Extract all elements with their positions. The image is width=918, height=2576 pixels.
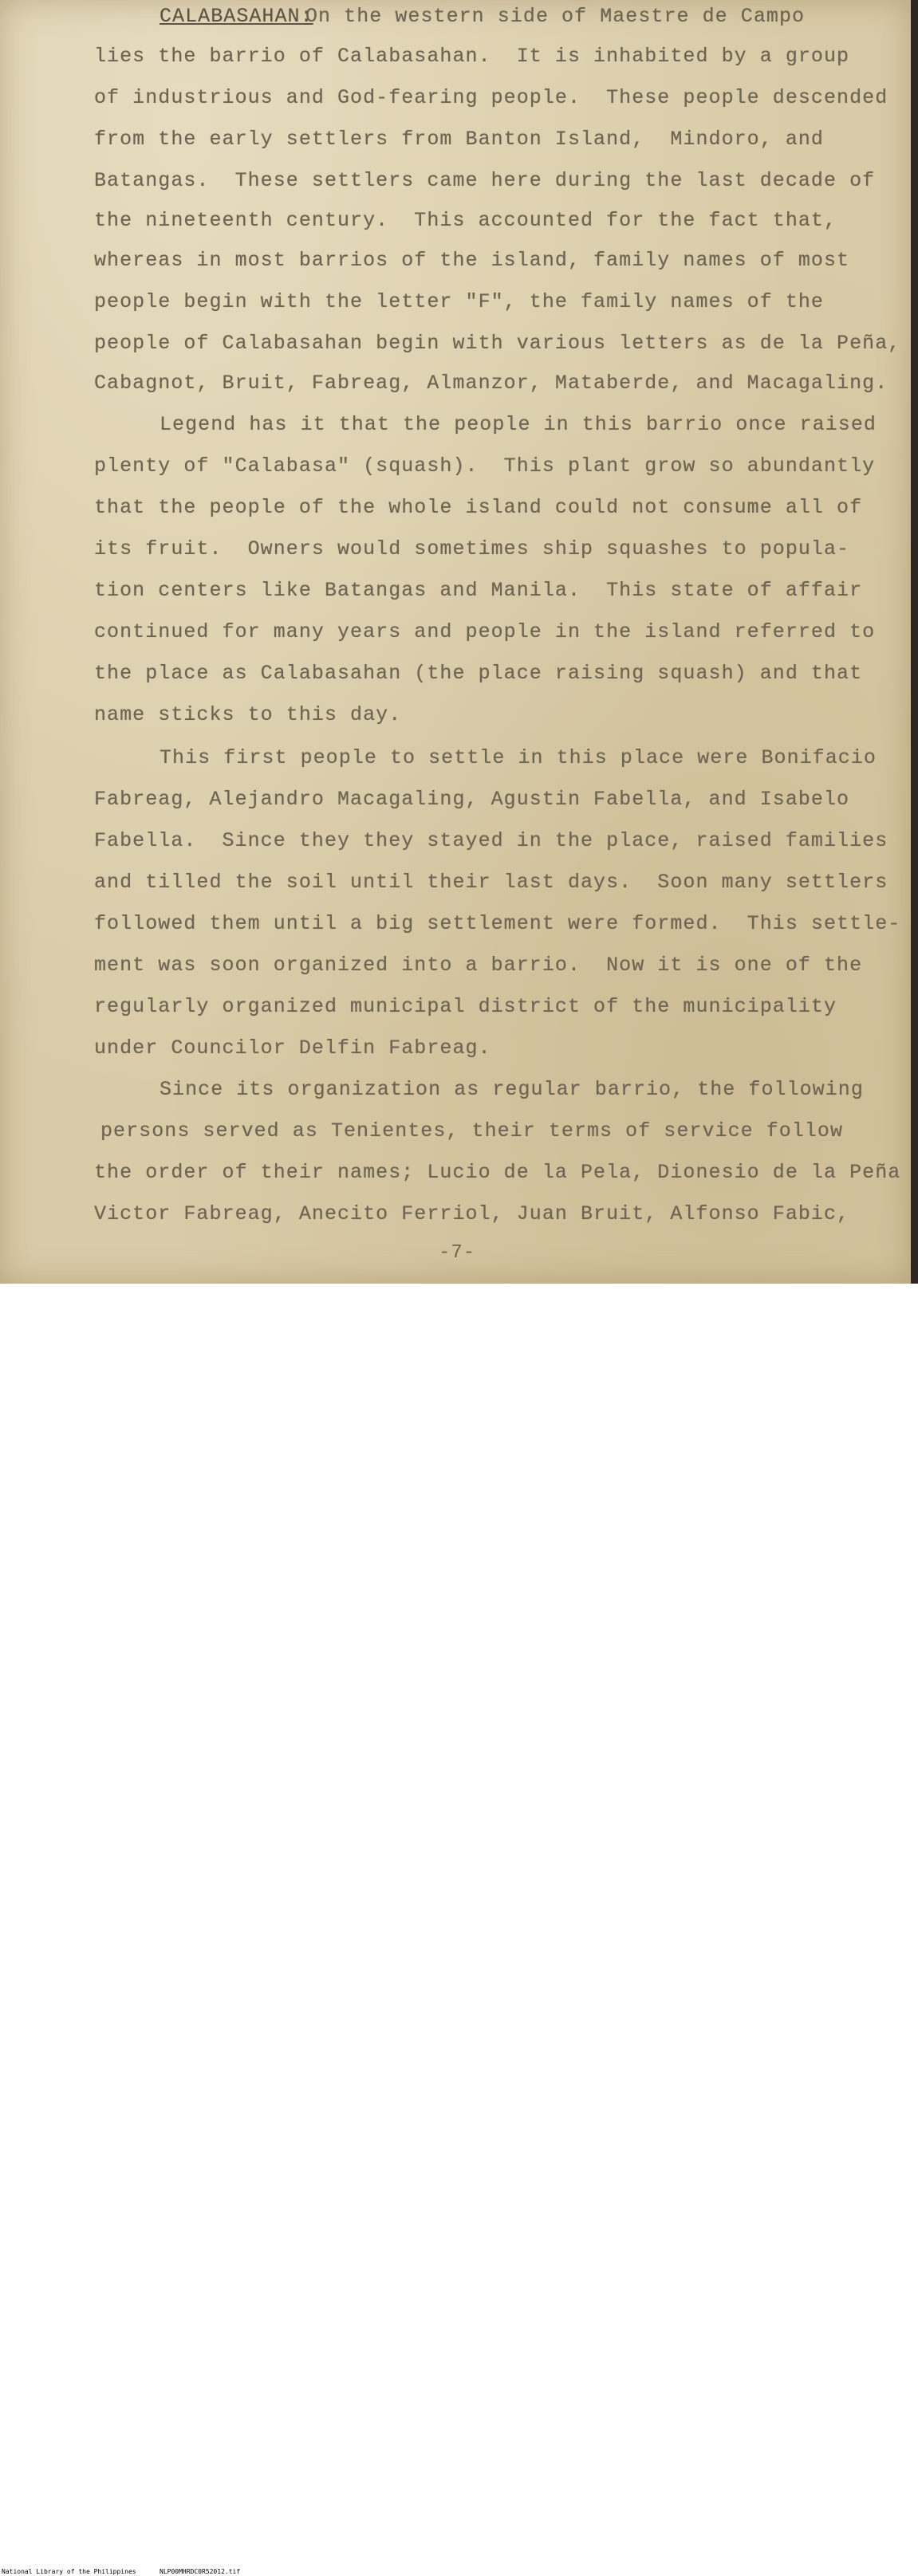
text-line: its fruit. Owners would sometimes ship squashes to popula-	[94, 537, 850, 560]
text-line: Legend has it that the people in this barrio once raised	[160, 413, 877, 436]
text-line: On the western side of Maestre de Campo	[305, 5, 806, 28]
text-line: This first people to settle in this place were Bonifacio	[160, 746, 877, 769]
text-line: continued for many years and people in the island referred to	[94, 620, 876, 643]
footer-strip	[0, 1284, 918, 2575]
text-line: and tilled the soil until their last days. Soon many settlers	[94, 871, 888, 894]
footer-library: National Library of the Philippines	[2, 2568, 136, 2575]
text-line: Batangas. These settlers came here during the last decade of	[94, 169, 876, 192]
text-line: under Councilor Delfin Fabreag.	[94, 1036, 491, 1060]
text-line: Since its organization as regular barrio, the following	[160, 1078, 864, 1101]
scan-edge	[911, 0, 918, 1284]
text-line: people begin with the letter "F", the family names of the	[94, 290, 824, 313]
text-line: the place as Calabasahan (the place raising squash) and that	[94, 662, 863, 685]
text-line: regularly organized municipal district of the municipality	[94, 995, 837, 1018]
text-line: that the people of the whole island could not consume all of	[94, 496, 863, 519]
footer-file: NLP00MHRDC0R52012.tif	[160, 2568, 241, 2575]
text-line: the order of their names; Lucio de la Pela, Dionesio de la Peña	[94, 1161, 901, 1184]
text-line: Victor Fabreag, Anecito Ferriol, Juan Bruit, Alfonso Fabic,	[94, 1202, 850, 1225]
page-number: -7-	[439, 1242, 476, 1264]
text-line: whereas in most barrios of the island, family names of most	[94, 249, 850, 272]
text-line: the nineteenth century. This accounted for the fact that,	[94, 209, 837, 232]
text-line: followed them until a big settlement were formed. This settle-	[94, 912, 901, 935]
document-page	[0, 0, 911, 1284]
section-heading: CALABASAHAN:	[160, 5, 313, 28]
document-body	[0, 0, 911, 1284]
text-line: of industrious and God-fearing people. These people descended	[94, 86, 888, 109]
text-line: name sticks to this day.	[94, 703, 402, 726]
text-line: people of Calabasahan begin with various letters as de la Peña,	[94, 332, 901, 355]
text-line: Fabreag, Alejandro Macagaling, Agustin Fabella, and Isabelo	[94, 788, 850, 811]
text-line: lies the barrio of Calabasahan. It is inhabited by a group	[94, 45, 850, 68]
text-line: persons served as Tenientes, their terms of service follow	[100, 1119, 844, 1142]
text-line: from the early settlers from Banton Island, Mindoro, and	[94, 128, 824, 151]
text-line: Cabagnot, Bruit, Fabreag, Almanzor, Mataberde, and Macagaling.	[94, 372, 888, 395]
text-line: ment was soon organized into a barrio. Now it is one of the	[94, 954, 863, 977]
text-line: Fabella. Since they they stayed in the place, raised families	[94, 829, 888, 852]
text-line: plenty of "Calabasa" (squash). This plant grow so abundantly	[94, 454, 876, 478]
text-line: tion centers like Batangas and Manila. This state of affair	[94, 579, 863, 602]
